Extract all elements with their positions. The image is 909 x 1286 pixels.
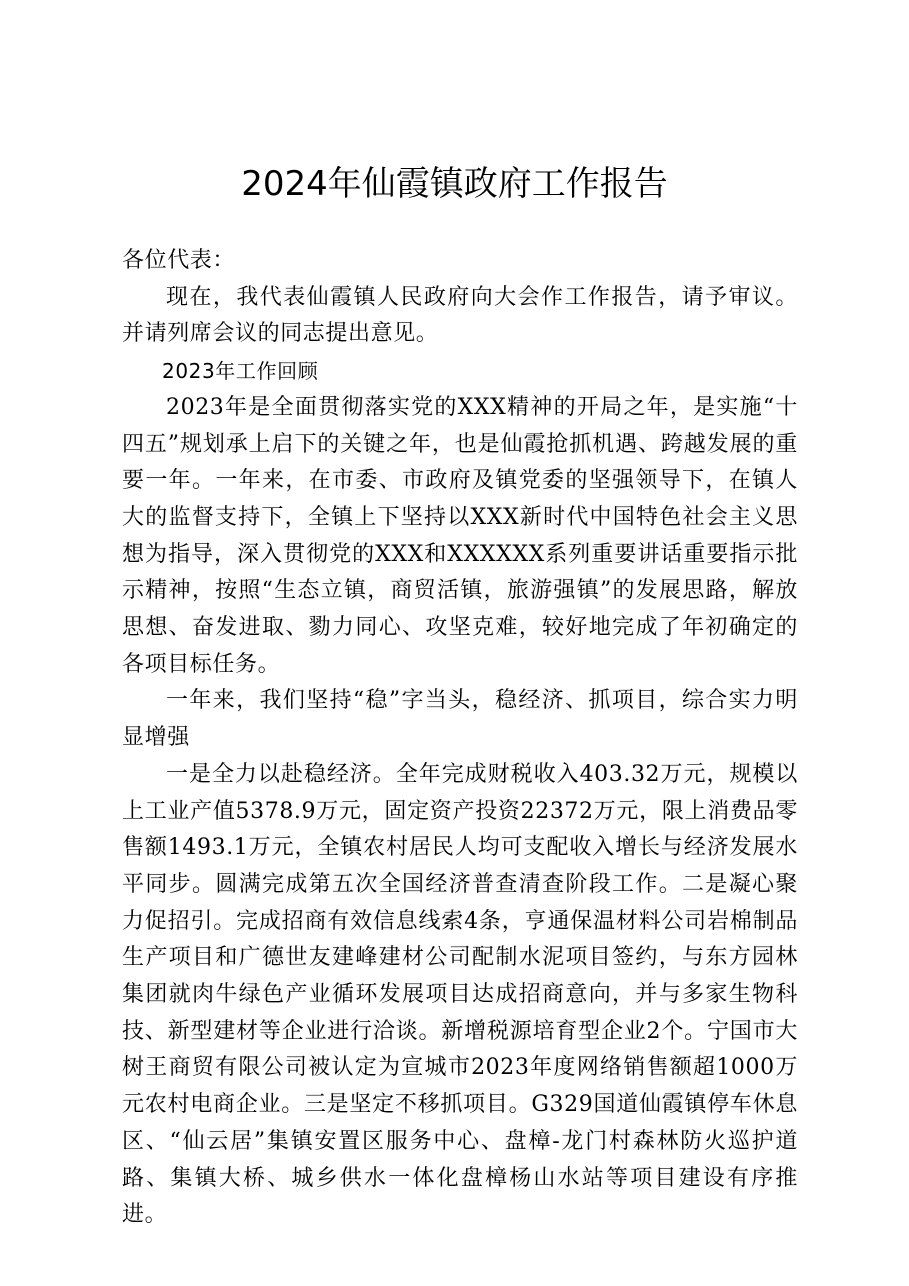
paragraph-opening: 现在，我代表仙霞镇人民政府向大会作工作报告，请予审议。并请列席会议的同志提出意见。 xyxy=(122,284,798,347)
section-heading: 2023年工作回顾 xyxy=(162,359,319,384)
paragraph-economy: 一是全力以赴稳经济。全年完成财税收入403.32万元，规模以上工业产值5378.9万元，固定资产投资22372万元，限上消费品零售额1493.1万元，全镇农村居民人均可支配收入增长与经济发展水平同步。圆满完成第五次全国经济普查清查阶段工作。二是凝心聚力促招引。完成招商有效信息线索4条，亨通保温材料公司岩棉制品生产项目和广德世友建峰建材公司配制水泥项目签约，与东方园林集团就肉牛绿色产业循环发展项目达成招商意向，并与多家生物科技、新型建材等企业进行洽谈。新增税源培育型企业2个。宁国市大树王商贸有限公司被认定为宣城市2023年度网络销售额超1000万元农村电商企业。三是坚定不移抓项目。G329国道仙霞镇停车休息区、“仙云居”集镇安置区服务中心、盘樟-龙门村森林防火巡护道路、集镇大桥、城乡供水一体化盘樟杨山水站等项目建设有序推进。 xyxy=(122,761,798,1228)
paragraph-overview: 2023年是全面贯彻落实党的XXX精神的开局之年，是实施“十四五”规划承上启下的关键之年，也是仙霞抢抓机遇、跨越发展的重要一年。一年来，在市委、市政府及镇党委的坚强领导下，在镇人大的监督支持下，全镇上下坚持以XXX新时代中国特色社会主义思想为指导，深入贯彻党的XXX和XXXXXX系列重要讲话重要指示批示精神，按照“生态立镇，商贸活镇，旅游强镇”的发展思路，解放思想、奋发进取、勠力同心、攻坚克难，较好地完成了年初确定的各项目标任务。 xyxy=(122,394,798,677)
document-body xyxy=(122,243,798,1234)
paragraph-subheading: 一年来，我们坚持“稳”字当头，稳经济、抓项目，综合实力明显增强 xyxy=(122,688,798,751)
document-title: 2024年仙霞镇政府工作报告 xyxy=(241,164,668,204)
salutation: 各位代表： xyxy=(122,248,236,273)
